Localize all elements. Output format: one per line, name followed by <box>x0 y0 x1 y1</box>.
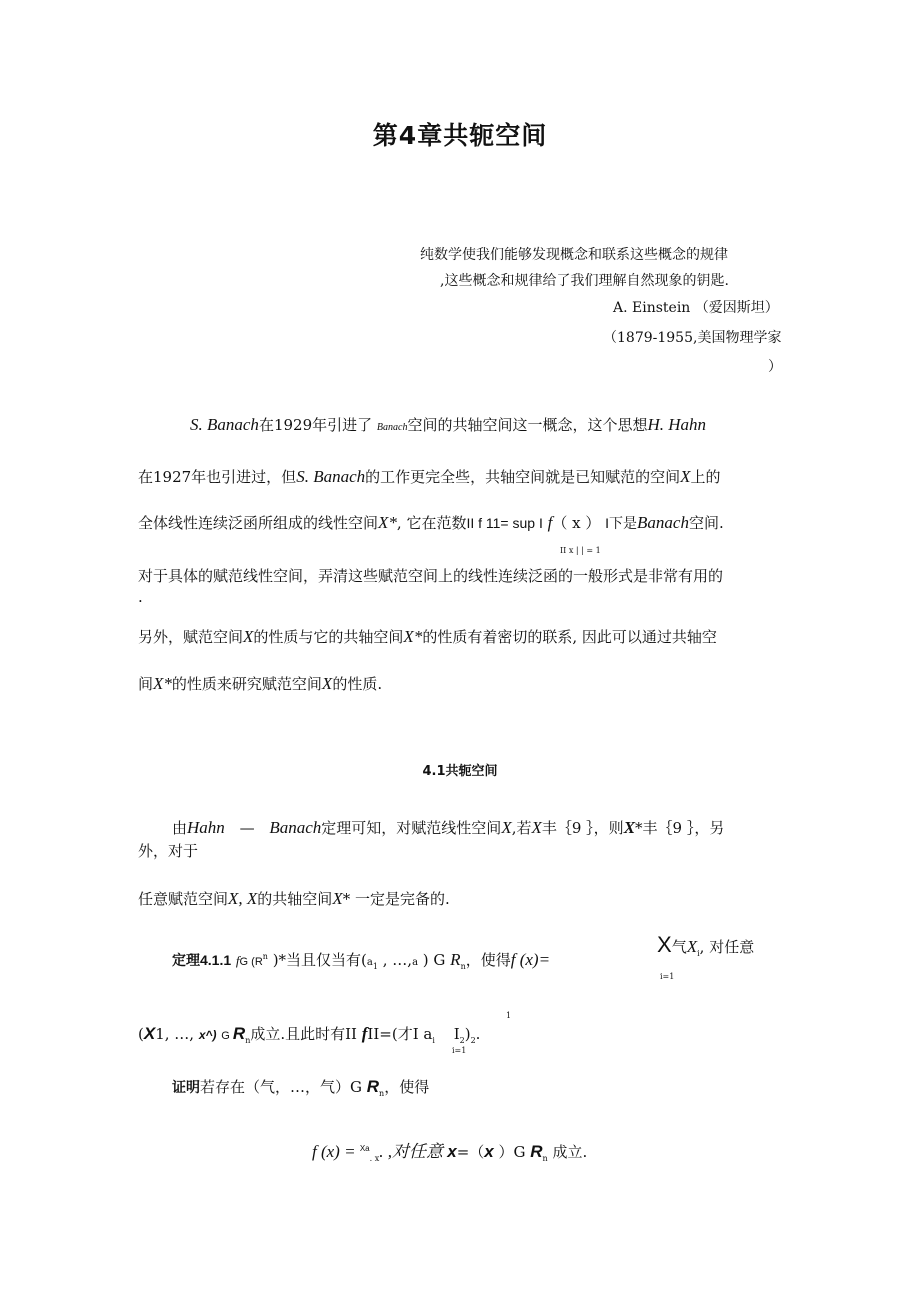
text-span: f <box>547 513 553 532</box>
proof-equation <box>312 1137 587 1163</box>
text-span: 的共轴空间 <box>257 890 333 908</box>
intro-line-3 <box>138 512 724 533</box>
text-span: 2 <box>459 1036 465 1045</box>
text-span: x <box>484 1142 494 1161</box>
text-span: 全体线性连续泛函所组成的线性空间 <box>138 514 379 532</box>
text-span: . x <box>369 1154 380 1163</box>
text-span: n <box>542 1154 548 1163</box>
text-span: R <box>366 1077 380 1096</box>
text-span: )*当且仅当有( <box>267 951 367 969</box>
chapter-title: 第4章共轭空间 <box>372 121 548 150</box>
text-span: ）G <box>493 1143 531 1161</box>
theorem-line-2 <box>138 1023 480 1045</box>
text-span: ) <box>464 1025 471 1043</box>
text-span: X <box>143 1024 156 1043</box>
exponent-one: 1 <box>506 1011 512 1020</box>
text-span: i <box>697 949 700 959</box>
text-span: 定理可知，对赋范线性空间 <box>321 819 502 837</box>
text-span: 由 <box>172 819 188 837</box>
intro-line-1 <box>190 414 706 435</box>
text-span: , 它在范数 <box>396 514 467 532</box>
text-span: ( <box>138 1025 144 1043</box>
text-span: R <box>232 1024 246 1043</box>
text-span: 在1929年引进了 <box>258 416 373 434</box>
text-span: 1, …, <box>155 1025 199 1043</box>
text-span: X* <box>153 674 172 693</box>
text-span: X <box>531 818 542 837</box>
text-span: I下是 <box>605 515 638 531</box>
text-span: II=(才I a <box>367 1025 433 1043</box>
text-span: 的性质来研究赋范空间 <box>171 675 322 693</box>
text-span: X <box>321 674 333 693</box>
text-span: I <box>453 1025 460 1043</box>
text-span: X <box>243 627 254 646</box>
text-span: 间 <box>138 675 154 693</box>
text-span: i <box>432 1036 435 1045</box>
intro-line-2 <box>138 466 721 487</box>
text-span: X, X <box>228 889 258 908</box>
section-line-2: 外，对于 <box>138 842 199 860</box>
text-span: 任意赋范空间 <box>138 890 229 908</box>
text-span: 的性质与它的共轴空间 <box>253 628 404 646</box>
text-span: X <box>623 818 636 837</box>
text-span: H. Hahn <box>647 415 707 434</box>
text-span: 丰｛9 ｝，则 <box>541 819 624 837</box>
text-span: . ,对任意 <box>379 1142 448 1161</box>
text-span: a <box>366 957 373 968</box>
proof-line-1 <box>172 1076 429 1098</box>
text-span: 的性质. <box>332 675 383 693</box>
text-span: X* <box>378 513 397 532</box>
text-span: S. Banach <box>296 467 366 486</box>
text-span: X <box>680 467 691 486</box>
sum-index: i=1 <box>660 972 675 981</box>
text-span: f (x)= <box>510 950 551 969</box>
text-span: Hahn <box>187 818 225 837</box>
text-span: G (R <box>239 956 263 968</box>
text-span: , …, <box>377 951 413 969</box>
theorem-line-1 <box>172 949 550 971</box>
text-span: f <box>235 953 240 968</box>
proof-label: 证明 <box>172 1079 200 1095</box>
text-span: X <box>657 932 672 957</box>
text-span: n <box>262 952 268 961</box>
text-span: X <box>501 818 512 837</box>
text-span: n <box>245 1036 251 1045</box>
text-span: ，使得 <box>384 1078 430 1096</box>
text-span: — <box>239 819 255 837</box>
section-heading: 4.1共轭空间 <box>422 764 498 779</box>
text-span: 上的 <box>690 468 721 486</box>
quote-line-1: 纯数学使我们能够发现概念和联系这些概念的规律 <box>420 247 728 263</box>
text-span: X* <box>403 627 423 646</box>
text-span: R <box>530 1142 543 1161</box>
norm-subscript: II x | | = 1 <box>560 546 601 555</box>
quote-close: ） <box>768 359 782 375</box>
text-span: . <box>475 1025 481 1043</box>
text-span: x <box>447 1142 457 1161</box>
text-span: 在1927年也引进过，但 <box>138 468 297 486</box>
quote-author: A. Einstein （爱因斯坦） <box>613 300 779 316</box>
intro-line-4-dot: . <box>138 588 143 606</box>
text-span: 的性质有着密切的联系, 因此可以通过共轴空 <box>422 628 717 646</box>
text-span: 气 <box>671 938 687 956</box>
text-span: Banach <box>269 818 322 837</box>
theorem-label: 定理4.1.1 <box>172 952 232 968</box>
sum-index-2: i=1 <box>452 1046 467 1055</box>
text-span: * 一定是完备的. <box>342 890 450 908</box>
text-span: （ x ） <box>552 514 601 532</box>
section-line-3 <box>138 888 450 909</box>
text-span: a <box>412 957 419 968</box>
text-span: , 对任意 <box>699 938 755 956</box>
quote-line-2: ,这些概念和规律给了我们理解自然现象的钥匙. <box>440 273 729 289</box>
text-span: X <box>332 889 343 908</box>
text-span: R <box>450 950 461 969</box>
text-span: f (x) = <box>312 1142 360 1161</box>
text-span: n <box>460 962 466 971</box>
text-span: S. Banach <box>190 415 259 434</box>
intro-line-5 <box>138 626 717 647</box>
text-span: ) G <box>418 951 451 969</box>
quote-dates: （1879-1955,美国物理学家 <box>603 330 782 346</box>
text-span: X <box>686 937 698 956</box>
text-span: 成立. <box>547 1143 588 1161</box>
text-span: 的工作更完全些，共轴空间就是已知赋范的空间 <box>365 468 681 486</box>
text-span: Xa <box>359 1144 370 1153</box>
text-span: =（ <box>456 1143 485 1161</box>
text-span: 若存在（气，…，气）G <box>200 1078 367 1096</box>
text-span: ，使得 <box>465 951 511 969</box>
text-span: G <box>221 1030 233 1042</box>
text-span: 另外，赋范空间 <box>138 628 244 646</box>
text-span: 1 <box>372 962 378 971</box>
theorem-sum <box>657 932 754 958</box>
text-span: 空间. <box>688 514 724 532</box>
intro-line-4: 对于具体的赋范线性空间，弄清这些赋范空间上的线性连续泛函的一般形式是非常有用的 <box>138 567 724 585</box>
text-span: II f 11= sup I <box>466 515 543 531</box>
text-span: 2 <box>470 1036 476 1045</box>
section-line-1 <box>172 817 724 838</box>
text-span: Banach <box>376 422 408 433</box>
intro-line-6 <box>138 673 382 694</box>
text-span: *丰｛9 ｝，另 <box>635 819 725 837</box>
text-span: ,若 <box>511 819 532 837</box>
text-span: 空间的共轴空间这一概念，这个思想 <box>407 416 648 434</box>
text-span: 成立.且此时有II <box>250 1025 362 1043</box>
text-span: f <box>361 1024 368 1043</box>
text-span: Banach <box>637 513 689 532</box>
text-span: n <box>379 1089 385 1098</box>
text-span: x^) <box>198 1028 217 1042</box>
